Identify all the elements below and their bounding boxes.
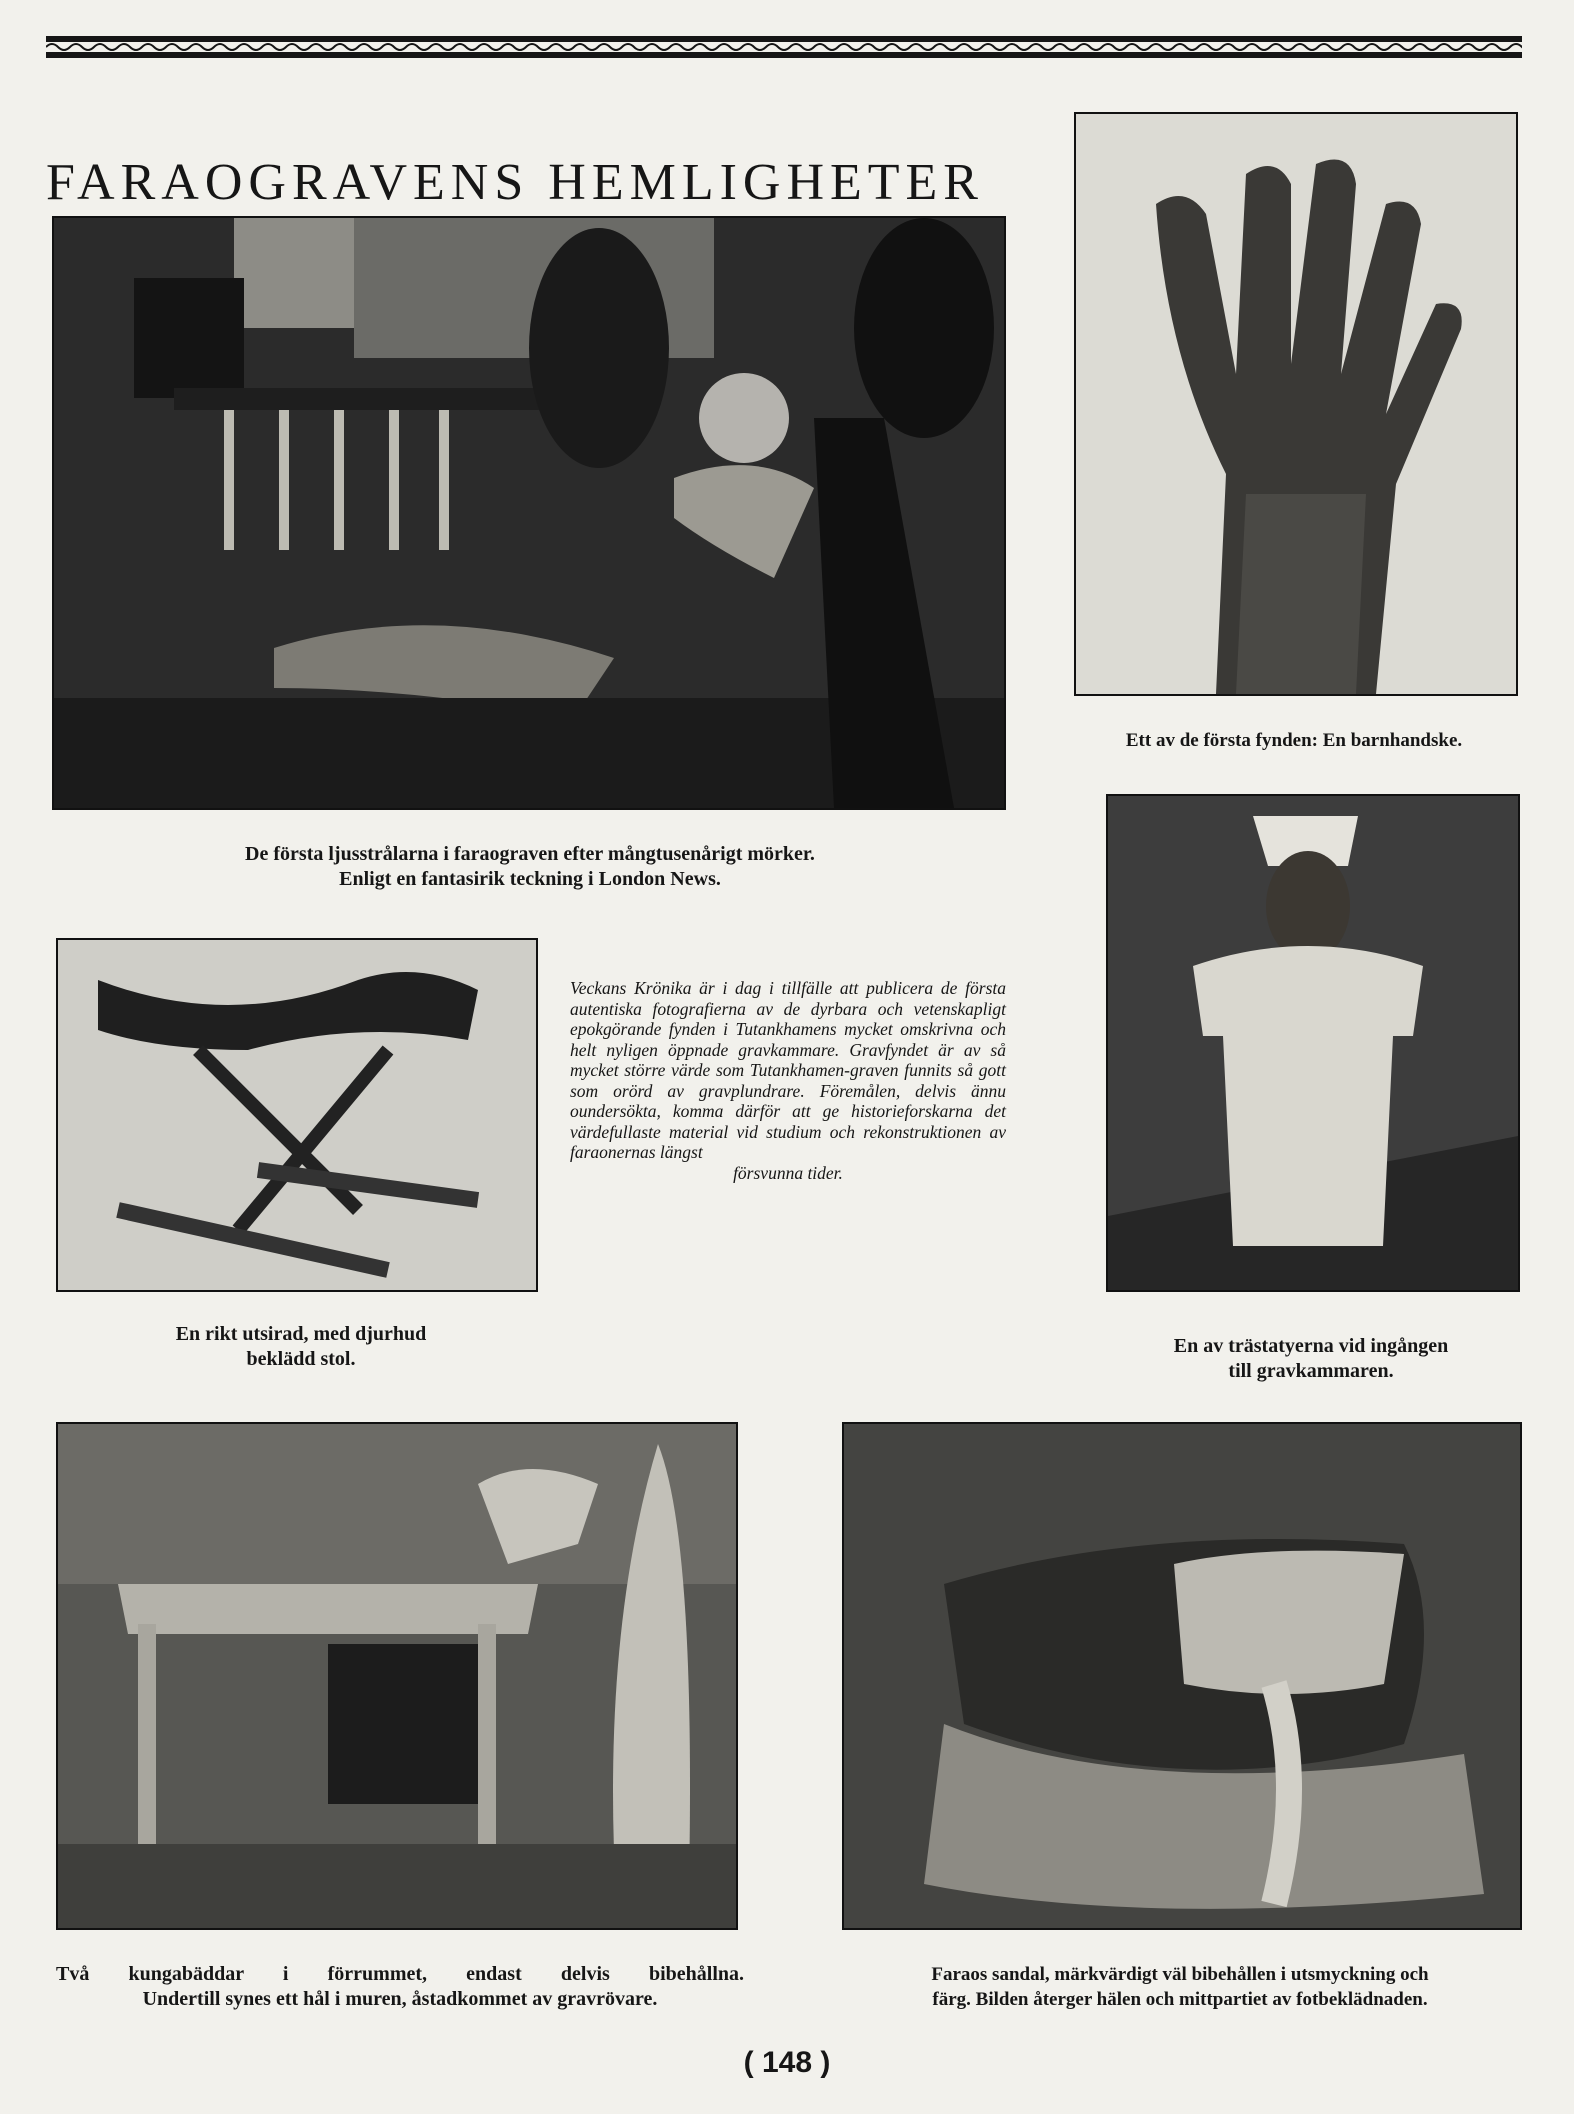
tomb-caption	[60, 842, 1000, 892]
top-border-ornament	[46, 36, 1522, 58]
statue-caption	[1106, 1334, 1516, 1384]
sandal-caption-line-2: färg. Bilden återger hälen och mittpartiet av fotbeklädnaden.	[932, 1989, 1428, 2010]
intro-last-line: försvunna tider.	[733, 1162, 843, 1183]
sandal-photo	[842, 1422, 1522, 1930]
statue-caption-line-2: till gravkammaren.	[1228, 1360, 1394, 1382]
intro-paragraph	[570, 978, 1006, 1183]
stool-caption	[56, 1322, 546, 1372]
child-glove-photo	[1074, 112, 1518, 696]
sandal-caption	[842, 1962, 1518, 2012]
page-number: ( 148 )	[743, 2046, 831, 2079]
tomb-chamber-illustration	[52, 216, 1006, 810]
stool-caption-line-1: En rikt utsirad, med djurhud	[175, 1323, 427, 1345]
page-title: FARAOGRAVENS HEMLIGHETER	[46, 153, 984, 211]
intro-body: Veckans Krönika är i dag i tillfälle att publicera de första autentiska fotografierna av de dyrbara och vetenskapligt epokgörande fynden i Tutankhamens mycket omskrivna och helt nyligen öppnade gravkammare. Gravfyndet är av så mycket större värde som Tutankhamen-graven funnits så gott som orörd av gravplundrare. Föremålen, delvis ännu oundersökta, komma därför att ge historieforskarna det värdefullaste material vid studium och rekonstruktionen av faraonernas längst	[570, 978, 1006, 1162]
sandal-caption-line-1: Faraos sandal, märkvärdigt väl bibehållen i utsmyckning och	[931, 1964, 1429, 1985]
tomb-caption-line-2: Enligt en fantasirik teckning i London News.	[339, 868, 721, 890]
glove-caption: Ett av de första fynden: En barnhandske.	[1125, 730, 1463, 751]
tomb-caption-line-1: De första ljusstrålarna i faraograven efter mångtusenårigt mörker.	[245, 843, 815, 865]
beds-caption	[56, 1962, 744, 2012]
statue-caption-line-1: En av trästatyerna vid ingången	[1173, 1335, 1449, 1357]
wooden-statue-photo	[1106, 794, 1520, 1292]
stool-caption-line-2: beklädd stol.	[246, 1348, 356, 1370]
beds-caption-line-2: Undertill synes ett hål i muren, åstadkommet av gravrövare.	[142, 1988, 658, 2010]
royal-beds-photo	[56, 1422, 738, 1930]
decorated-stool-photo	[56, 938, 538, 1292]
beds-caption-line-1: Två kungabäddar i förrummet, endast delvis bibehållna.	[56, 1963, 744, 1985]
